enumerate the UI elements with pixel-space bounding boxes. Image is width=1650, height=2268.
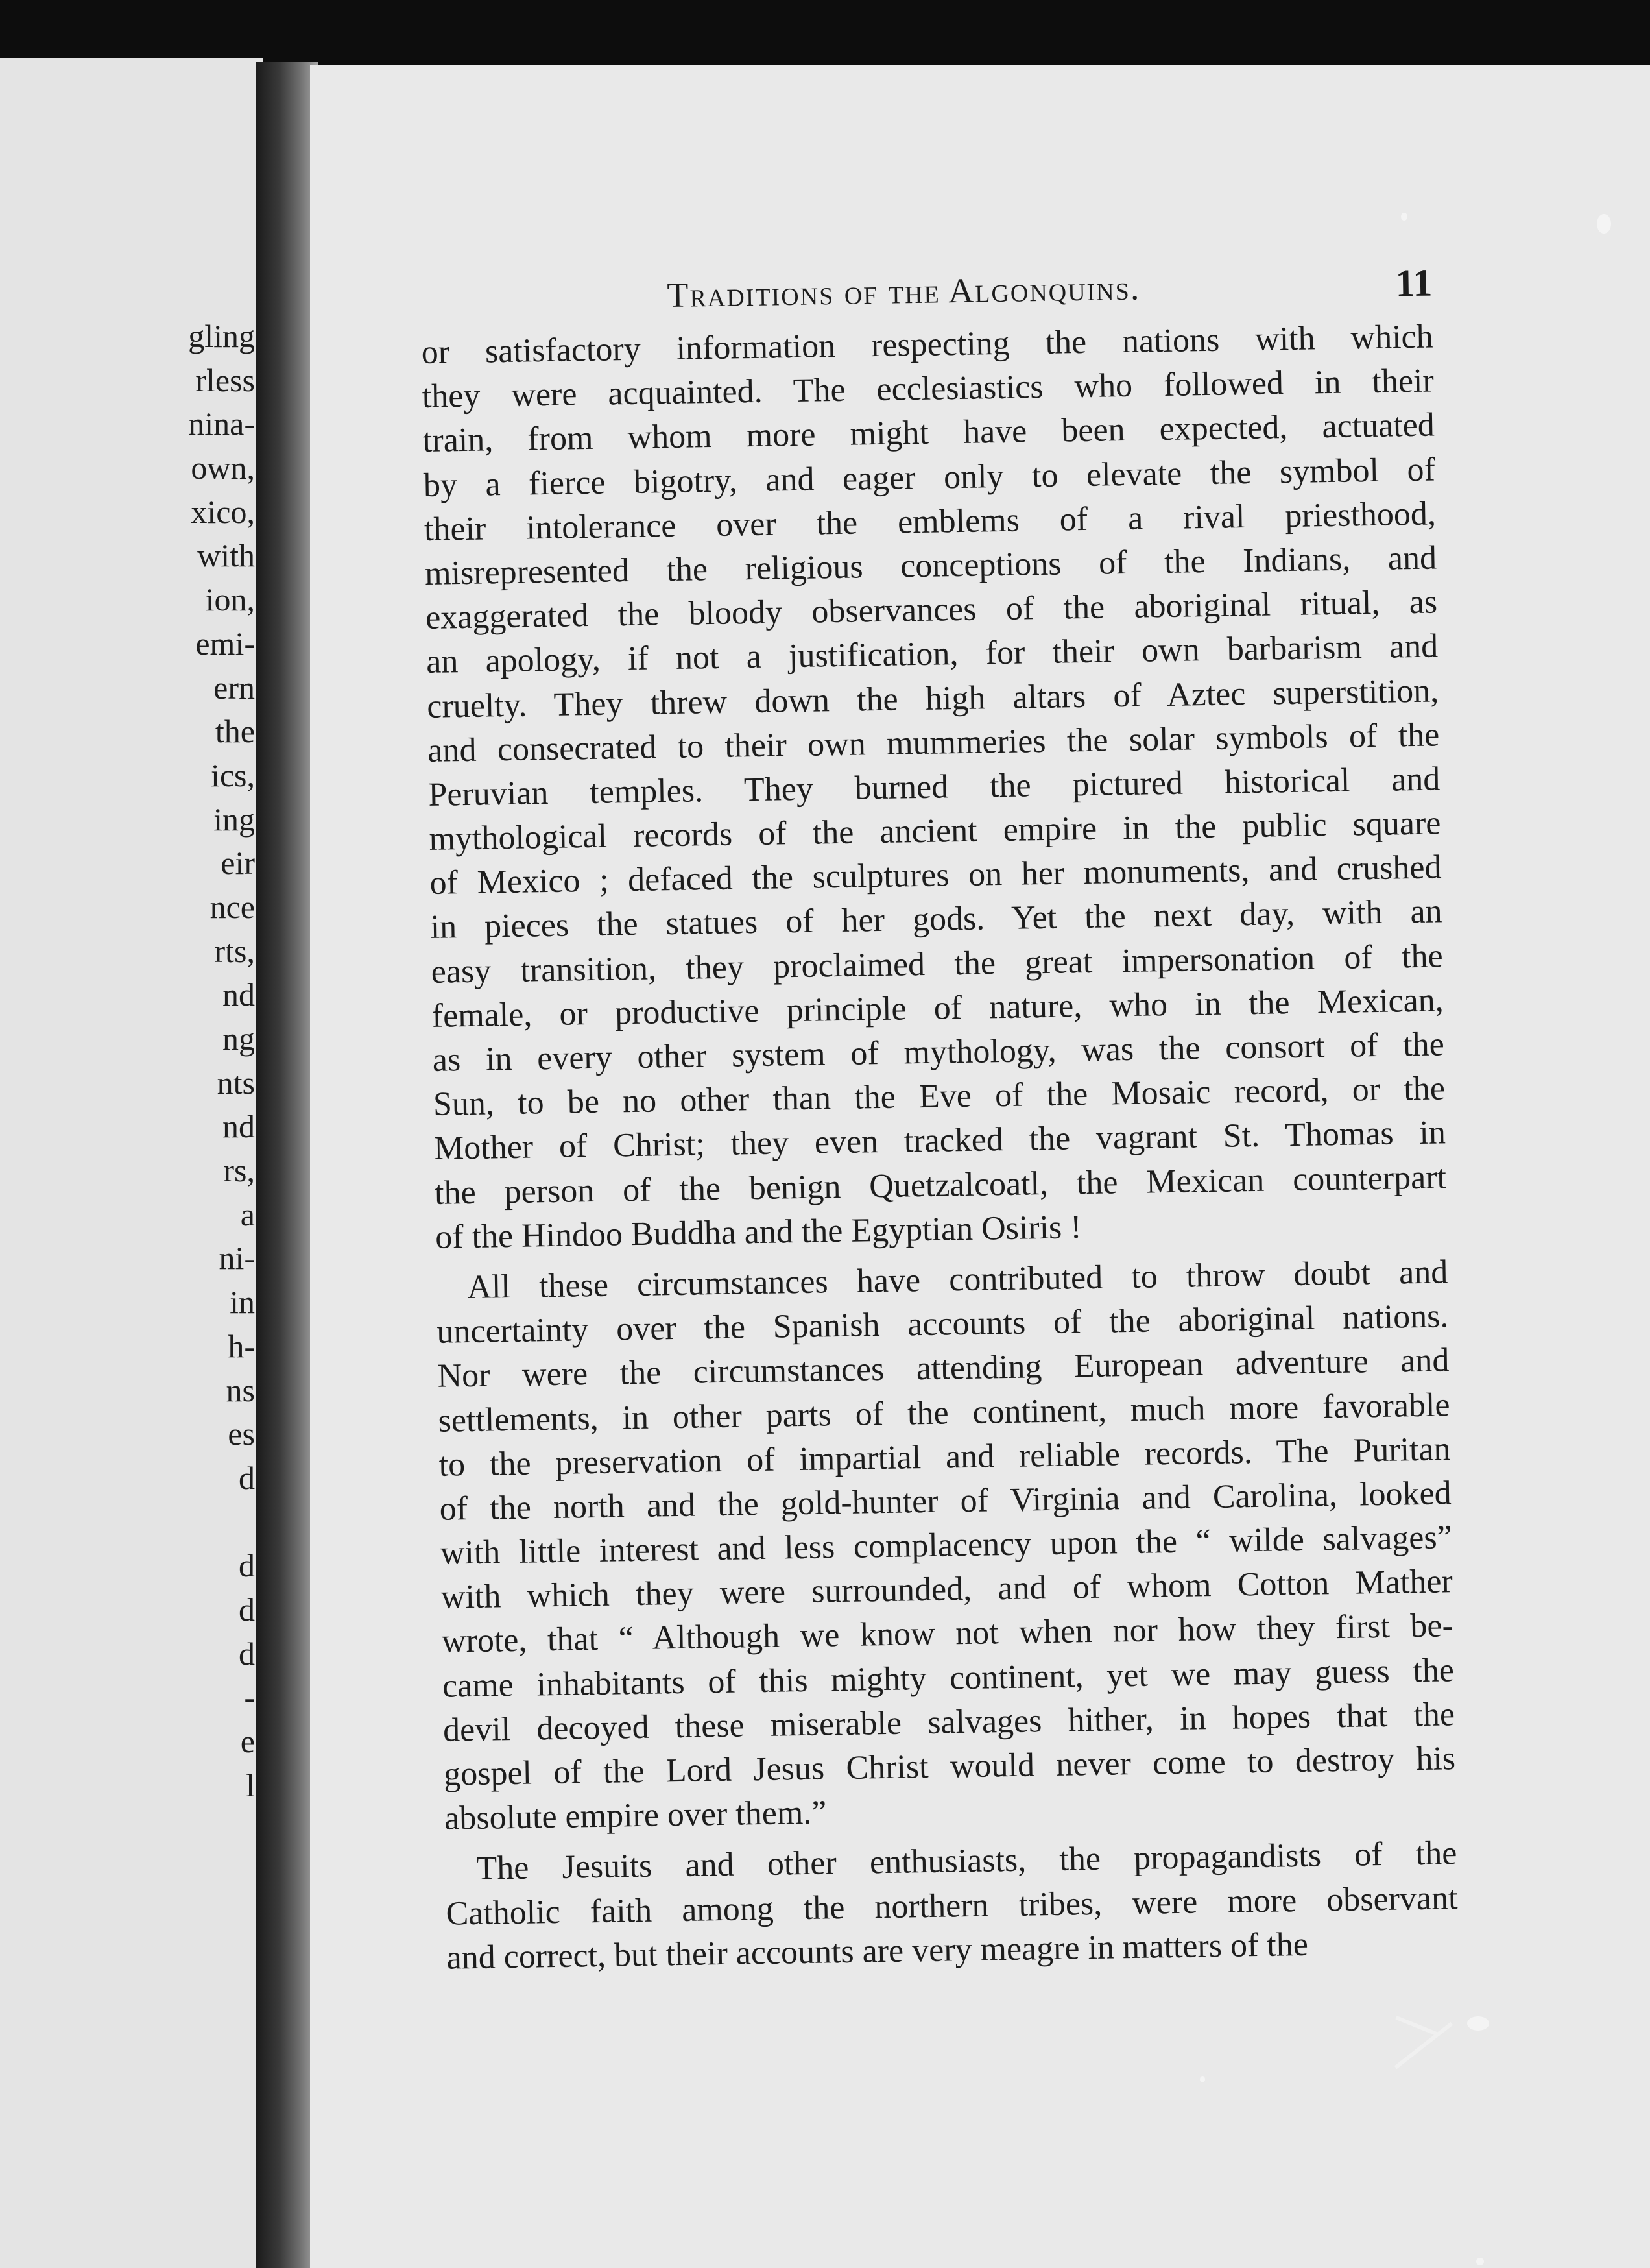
text-line: and correct, but their accounts are very meagre in matters of the bbox=[446, 1925, 1309, 1977]
text-line: Sun, to be no other than the Eve of the Mosaic record, or the bbox=[433, 1070, 1446, 1124]
left-page-fragment: emi- bbox=[195, 625, 255, 662]
left-page-fragment: rts, bbox=[214, 932, 255, 969]
left-page-fragment: nce bbox=[209, 888, 255, 925]
text-line: their intolerance over the emblems of a rival priesthood, bbox=[424, 495, 1437, 548]
left-page-fragment: rless bbox=[195, 361, 255, 398]
text-line: train, from whom more might have been expected, actuated bbox=[422, 406, 1435, 460]
left-page-fragment: ns bbox=[226, 1371, 255, 1408]
text-line: uncertainty over the Spanish accounts of the aboriginal nations. bbox=[436, 1297, 1449, 1351]
text-line: Catholic faith among the northern tribes, were more observant bbox=[446, 1879, 1458, 1933]
left-page-fragment: nina- bbox=[188, 405, 255, 442]
paragraph bbox=[421, 315, 1447, 1259]
text-line: of the Hindoo Buddha and the Egyptian Osiris ! bbox=[435, 1208, 1082, 1256]
text-line: came inhabitants of this mighty continent, yet we may guess the bbox=[442, 1651, 1455, 1705]
text-line: the person of the benign Quetzalcoatl, the Mexican counterpart bbox=[434, 1158, 1447, 1212]
left-page-fragment: nd bbox=[222, 976, 255, 1013]
text-line: Nor were the circumstances attending European adventure and bbox=[437, 1342, 1450, 1395]
left-page-text-fragments bbox=[125, 315, 255, 1807]
text-line: exaggerated the bloody observances of the aboriginal ritual, as bbox=[425, 583, 1438, 637]
left-page-fragment: h- bbox=[228, 1327, 255, 1364]
book-gutter-shadow bbox=[256, 62, 318, 2268]
text-line: Mother of Christ; they even tracked the vagrant St. Thomas in bbox=[433, 1114, 1446, 1168]
left-page-fragment: nd bbox=[222, 1108, 255, 1145]
left-page-fragment: ics, bbox=[210, 756, 255, 793]
left-page-fragment: ern bbox=[213, 669, 255, 706]
text-line: easy transition, they proclaimed the great impersonation of the bbox=[431, 937, 1444, 991]
left-page-fragment: - bbox=[244, 1679, 255, 1716]
text-line: mythological records of the ancient empire in the public square bbox=[429, 804, 1441, 858]
right-page bbox=[310, 65, 1650, 2268]
text-line: wrote, that “ Although we know not when nor how they first be- bbox=[441, 1607, 1454, 1661]
text-line: female, or productive principle of nature, who in the Mexican, bbox=[431, 982, 1444, 1035]
left-page-fragment: ion, bbox=[205, 581, 255, 618]
left-page-fragment: d bbox=[239, 1591, 255, 1628]
text-line: devil decoyed these miserable salvages hither, in hopes that the bbox=[442, 1696, 1455, 1749]
left-page-fragment: eir bbox=[221, 845, 255, 882]
left-page-fragment bbox=[125, 1501, 255, 1545]
left-page-fragment: ni- bbox=[219, 1240, 255, 1277]
left-page-fragment: xico, bbox=[191, 493, 255, 530]
text-line: and consecrated to their own mummeries the solar symbols of the bbox=[427, 716, 1440, 769]
paragraph bbox=[436, 1250, 1457, 1841]
text-line: misrepresented the religious conceptions of the Indians, and bbox=[424, 539, 1437, 592]
left-page-edge bbox=[0, 58, 263, 2268]
left-page-fragment: e bbox=[240, 1723, 255, 1759]
left-page-fragment: in bbox=[230, 1284, 255, 1321]
text-line: by a fierce bigotry, and eager only to elevate the symbol of bbox=[423, 451, 1436, 504]
left-page-fragment: ing bbox=[213, 801, 255, 838]
left-page-fragment: own, bbox=[191, 450, 255, 487]
text-line: of the north and the gold-hunter of Virginia and Carolina, looked bbox=[439, 1475, 1452, 1528]
film-speck bbox=[1401, 213, 1407, 221]
text-line: of Mexico ; defaced the sculptures on her monuments, and crushed bbox=[429, 849, 1442, 902]
left-page-fragment: gling bbox=[188, 318, 255, 354]
left-page-fragment: l bbox=[246, 1767, 255, 1804]
left-page-fragment: d bbox=[239, 1459, 255, 1496]
text-line: an apology, if not a justification, for their own barbarism and bbox=[425, 627, 1439, 681]
left-page-fragment: es bbox=[228, 1416, 255, 1453]
left-page-fragment: rs, bbox=[223, 1152, 255, 1189]
text-line: or satisfactory information respecting the nations with which bbox=[421, 318, 1434, 371]
left-page-fragment: a bbox=[240, 1196, 255, 1233]
film-speck bbox=[1597, 214, 1611, 234]
text-line: with little interest and less complacency upon the “ wilde salvages” bbox=[440, 1519, 1453, 1572]
text-line: Peruvian temples. They burned the pictured historical and bbox=[428, 760, 1441, 814]
film-speck bbox=[1476, 2258, 1484, 2265]
text-line: cruelty. They threw down the high altars of Aztec superstition, bbox=[426, 671, 1439, 725]
body-text bbox=[421, 315, 1459, 1980]
left-page-fragment: the bbox=[215, 713, 255, 750]
left-page-fragment: with bbox=[197, 537, 255, 574]
text-line: absolute empire over them.” bbox=[444, 1794, 827, 1837]
text-line: in pieces the statues of her gods. Yet the next day, with an bbox=[430, 893, 1442, 947]
text-line: they were acquainted. The ecclesiastics who followed in their bbox=[422, 362, 1435, 416]
text-line: settlements, in other parts of the continent, much more favorable bbox=[438, 1386, 1450, 1440]
film-speck bbox=[1200, 2076, 1205, 2082]
paragraph bbox=[445, 1832, 1459, 1981]
left-page-fragment: d bbox=[239, 1547, 255, 1584]
left-page-fragment: nts bbox=[217, 1064, 255, 1101]
text-line: gospel of the Lord Jesus Christ would never come to destroy his bbox=[443, 1740, 1456, 1793]
left-page-fragment: ng bbox=[222, 1020, 255, 1057]
film-speck bbox=[1467, 2016, 1489, 2031]
left-page-fragment: d bbox=[239, 1635, 255, 1672]
text-line: with which they were surrounded, and of whom Cotton Mather bbox=[440, 1563, 1453, 1616]
page-number: 11 bbox=[1395, 261, 1433, 305]
running-head-title: Traditions of the Algonquins. bbox=[666, 268, 1141, 315]
text-line: The Jesuits and other enthusiasts, the propagandists of the bbox=[476, 1835, 1457, 1888]
text-line: as in every other system of mythology, was the consort of the bbox=[432, 1026, 1445, 1079]
page-content bbox=[420, 263, 1459, 1980]
text-line: All these circumstances have contributed to throw doubt and bbox=[466, 1253, 1448, 1306]
text-line: to the preservation of impartial and reliable records. The Puritan bbox=[438, 1430, 1451, 1484]
